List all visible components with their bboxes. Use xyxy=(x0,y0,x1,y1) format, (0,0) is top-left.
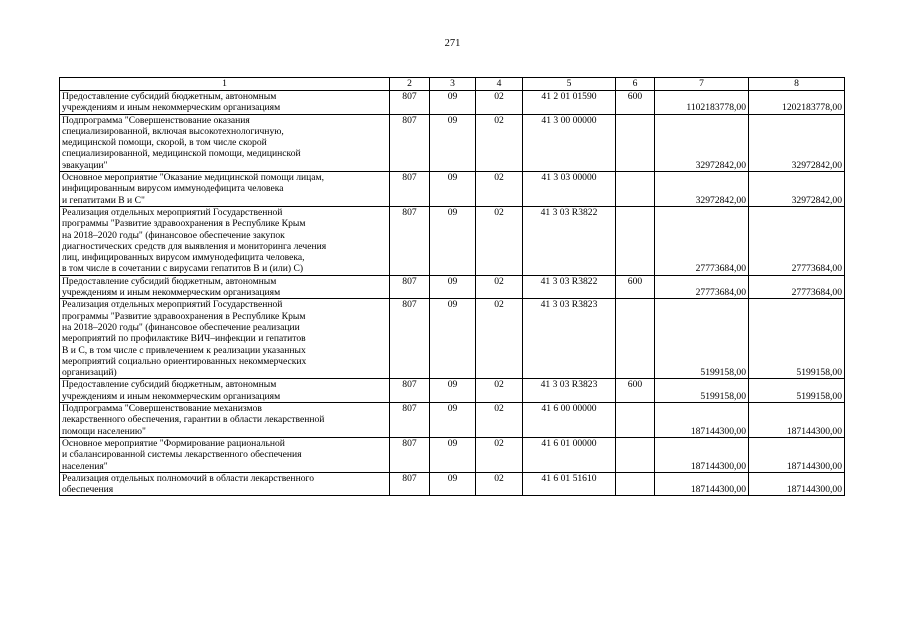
target-item-cell: 41 6 00 00000 xyxy=(523,403,616,438)
ministry-code-cell: 807 xyxy=(390,437,430,472)
row-name-line: Основное мероприятие "Оказание медицинской помощи лицам, xyxy=(62,172,325,184)
row-name-line: Реализация отдельных мероприятий Государственной xyxy=(62,206,283,218)
row-name-line: Предоставление субсидий бюджетным, автономным xyxy=(62,379,277,391)
row-name-line: Реализация отдельных полномочий в области лекарственного xyxy=(62,472,314,484)
table-row xyxy=(60,206,845,275)
expense-type-cell xyxy=(616,114,655,171)
row-name-cell xyxy=(60,379,390,403)
row-name-line: эвакуации" xyxy=(62,159,108,171)
row-name-line: мероприятий социально ориентированных некоммерческих xyxy=(62,355,307,367)
amount-2019-cell: 32972842,00 xyxy=(655,172,749,207)
subsection-code-cell: 02 xyxy=(476,114,523,171)
section-code-cell: 09 xyxy=(430,437,476,472)
table-row xyxy=(60,379,845,403)
amount-2019-cell: 187144300,00 xyxy=(655,437,749,472)
subsection-code-cell: 02 xyxy=(476,275,523,299)
column-header: 4 xyxy=(476,78,523,91)
amount-2020-cell: 32972842,00 xyxy=(749,114,845,171)
table-row xyxy=(60,437,845,472)
row-name-line: программы "Развитие здравоохранения в Республике Крым xyxy=(62,310,306,322)
ministry-code-cell: 807 xyxy=(390,472,430,496)
amount-2020-cell: 5199158,00 xyxy=(749,379,845,403)
row-name-line: мероприятий по профилактике ВИЧ–инфекции и гепатитов xyxy=(62,333,306,345)
budget-table xyxy=(59,77,845,496)
target-item-cell: 41 3 03 R3823 xyxy=(523,299,616,379)
table-row xyxy=(60,172,845,207)
expense-type-cell: 600 xyxy=(616,91,655,115)
column-header: 5 xyxy=(523,78,616,91)
row-name-cell xyxy=(60,206,390,275)
table-row xyxy=(60,299,845,379)
row-name-line: Подпрограмма "Совершенствование оказания xyxy=(62,114,250,126)
subsection-code-cell: 02 xyxy=(476,403,523,438)
expense-type-cell: 600 xyxy=(616,275,655,299)
expense-type-cell xyxy=(616,299,655,379)
row-name-cell xyxy=(60,114,390,171)
row-name-line: программы "Развитие здравоохранения в Республике Крым xyxy=(62,218,306,230)
amount-2020-cell: 5199158,00 xyxy=(749,299,845,379)
amount-2020-cell: 187144300,00 xyxy=(749,472,845,496)
section-code-cell: 09 xyxy=(430,379,476,403)
target-item-cell: 41 2 01 01590 xyxy=(523,91,616,115)
ministry-code-cell: 807 xyxy=(390,379,430,403)
amount-2020-cell: 187144300,00 xyxy=(749,437,845,472)
subsection-code-cell: 02 xyxy=(476,206,523,275)
row-name-line: помощи населению" xyxy=(62,425,146,437)
section-code-cell: 09 xyxy=(430,114,476,171)
table-row xyxy=(60,275,845,299)
row-name-line: специализированной, включая высокотехнологичную, xyxy=(62,125,284,137)
row-name-line: Предоставление субсидий бюджетным, автономным xyxy=(62,275,277,287)
expense-type-cell xyxy=(616,172,655,207)
amount-2019-cell: 27773684,00 xyxy=(655,206,749,275)
row-name-line: обеспечения xyxy=(62,484,114,496)
target-item-cell: 41 6 01 00000 xyxy=(523,437,616,472)
expense-type-cell xyxy=(616,472,655,496)
row-name-line: на 2018–2020 годы" (финансовое обеспечение закупок xyxy=(62,229,285,241)
table-row xyxy=(60,472,845,496)
expense-type-cell xyxy=(616,437,655,472)
target-item-cell: 41 3 03 R3822 xyxy=(523,275,616,299)
amount-2020-cell: 1202183778,00 xyxy=(749,91,845,115)
expense-type-cell: 600 xyxy=(616,379,655,403)
row-name-line: инфицированным вирусом иммунодефицита человека xyxy=(62,183,284,195)
row-name-line: Основное мероприятие "Формирование рациональной xyxy=(62,437,285,449)
section-code-cell: 09 xyxy=(430,299,476,379)
amount-2020-cell: 32972842,00 xyxy=(749,172,845,207)
row-name-cell xyxy=(60,172,390,207)
target-item-cell: 41 3 00 00000 xyxy=(523,114,616,171)
section-code-cell: 09 xyxy=(430,172,476,207)
row-name-cell xyxy=(60,275,390,299)
row-name-line: и сбалансированной системы лекарственного обеспечения xyxy=(62,449,302,461)
amount-2019-cell: 187144300,00 xyxy=(655,403,749,438)
row-name-cell xyxy=(60,437,390,472)
amount-2019-cell: 27773684,00 xyxy=(655,275,749,299)
subsection-code-cell: 02 xyxy=(476,437,523,472)
table-row xyxy=(60,114,845,171)
row-name-line: и гепатитами В и С" xyxy=(62,194,145,206)
column-header: 3 xyxy=(430,78,476,91)
amount-2019-cell: 5199158,00 xyxy=(655,379,749,403)
section-code-cell: 09 xyxy=(430,472,476,496)
section-code-cell: 09 xyxy=(430,275,476,299)
row-name-line: В и С, в том числе с привлечением к реализации указанных xyxy=(62,344,306,356)
row-name-line: учреждениям и иным некоммерческим организациям xyxy=(62,390,281,402)
table-row xyxy=(60,403,845,438)
amount-2019-cell: 5199158,00 xyxy=(655,299,749,379)
target-item-cell: 41 6 01 51610 xyxy=(523,472,616,496)
row-name-cell xyxy=(60,472,390,496)
table-header-row xyxy=(60,78,845,91)
amount-2020-cell: 27773684,00 xyxy=(749,206,845,275)
column-header: 8 xyxy=(749,78,845,91)
row-name-line: учреждениям и иным некоммерческим организациям xyxy=(62,102,281,114)
subsection-code-cell: 02 xyxy=(476,172,523,207)
table-row xyxy=(60,91,845,115)
section-code-cell: 09 xyxy=(430,403,476,438)
subsection-code-cell: 02 xyxy=(476,472,523,496)
row-name-line: населения" xyxy=(62,460,108,472)
target-item-cell: 41 3 03 00000 xyxy=(523,172,616,207)
ministry-code-cell: 807 xyxy=(390,206,430,275)
column-header: 1 xyxy=(60,78,390,91)
subsection-code-cell: 02 xyxy=(476,299,523,379)
row-name-line: лиц, инфицированных вирусом иммунодефицита человека, xyxy=(62,252,305,264)
row-name-cell xyxy=(60,91,390,115)
page-number: 271 xyxy=(444,38,461,49)
ministry-code-cell: 807 xyxy=(390,299,430,379)
amount-2020-cell: 27773684,00 xyxy=(749,275,845,299)
row-name-line: диагностических средств для выявления и мониторинга лечения xyxy=(62,240,327,252)
row-name-line: специализированной, медицинской помощи, медицинской xyxy=(62,148,301,160)
ministry-code-cell: 807 xyxy=(390,403,430,438)
row-name-line: в том числе в сочетании с вирусами гепатитов В и (или) С) xyxy=(62,263,304,275)
row-name-line: Подпрограмма "Совершенствование механизмов xyxy=(62,403,262,415)
amount-2019-cell: 32972842,00 xyxy=(655,114,749,171)
column-header: 7 xyxy=(655,78,749,91)
subsection-code-cell: 02 xyxy=(476,379,523,403)
section-code-cell: 09 xyxy=(430,206,476,275)
subsection-code-cell: 02 xyxy=(476,91,523,115)
ministry-code-cell: 807 xyxy=(390,114,430,171)
column-header: 6 xyxy=(616,78,655,91)
row-name-line: медицинской помощи, скорой, в том числе скорой xyxy=(62,137,267,149)
section-code-cell: 09 xyxy=(430,91,476,115)
column-header: 2 xyxy=(390,78,430,91)
amount-2019-cell: 187144300,00 xyxy=(655,472,749,496)
ministry-code-cell: 807 xyxy=(390,91,430,115)
ministry-code-cell: 807 xyxy=(390,275,430,299)
target-item-cell: 41 3 03 R3822 xyxy=(523,206,616,275)
amount-2019-cell: 1102183778,00 xyxy=(655,91,749,115)
row-name-line: Предоставление субсидий бюджетным, автономным xyxy=(62,91,277,102)
row-name-cell xyxy=(60,299,390,379)
row-name-line: организаций) xyxy=(62,367,117,379)
row-name-cell xyxy=(60,403,390,438)
row-name-line: лекарственного обеспечения, гарантии в области лекарственной xyxy=(62,414,325,426)
expense-type-cell xyxy=(616,403,655,438)
expense-type-cell xyxy=(616,206,655,275)
row-name-line: Реализация отдельных мероприятий Государственной xyxy=(62,299,283,311)
target-item-cell: 41 3 03 R3823 xyxy=(523,379,616,403)
row-name-line: на 2018–2020 годы" (финансовое обеспечение реализации xyxy=(62,321,300,333)
row-name-line: учреждениям и иным некоммерческим организациям xyxy=(62,287,281,299)
ministry-code-cell: 807 xyxy=(390,172,430,207)
amount-2020-cell: 187144300,00 xyxy=(749,403,845,438)
